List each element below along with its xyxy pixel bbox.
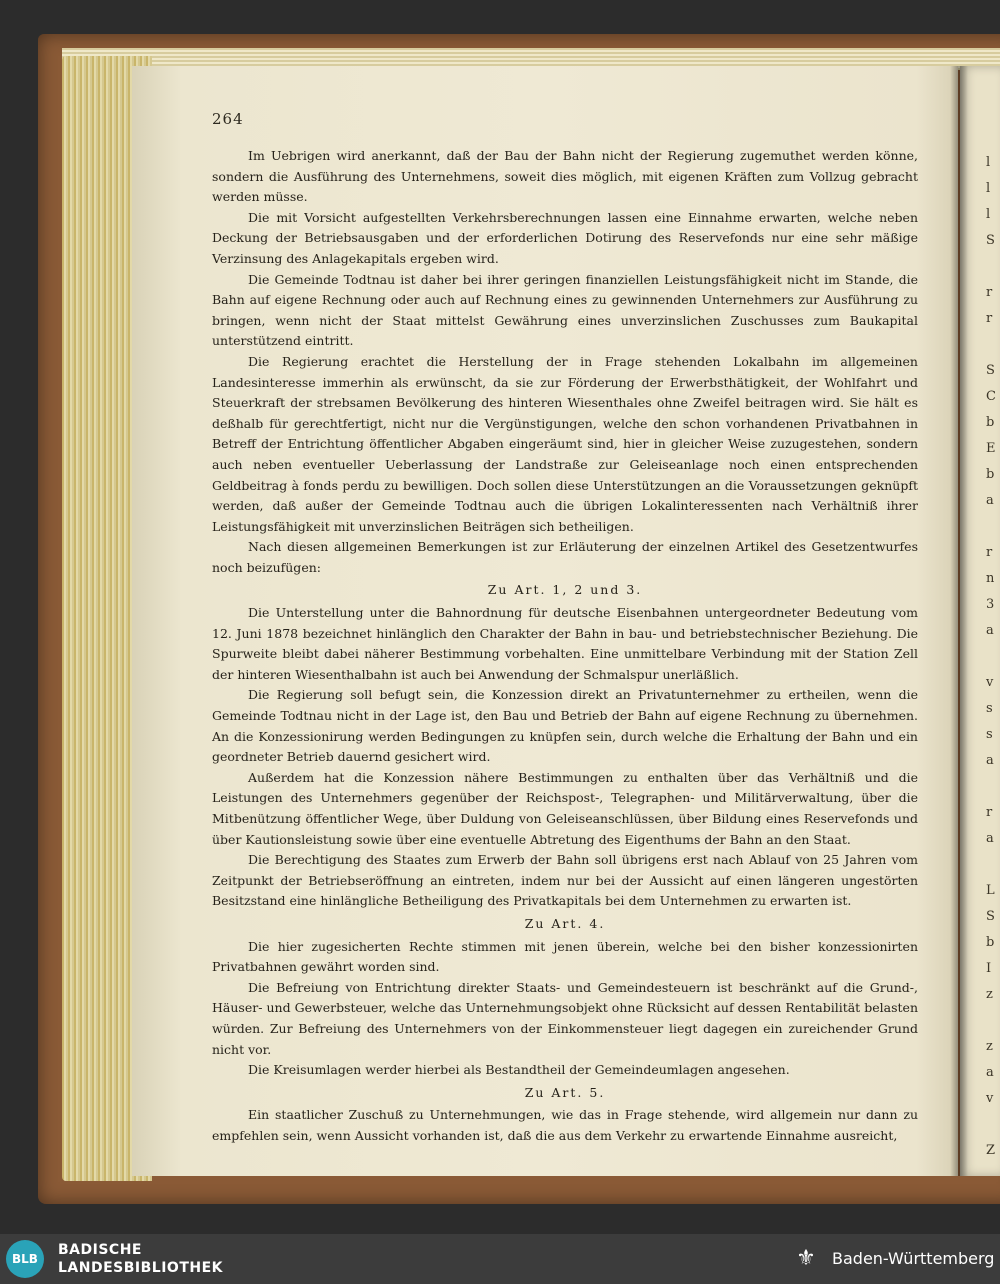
section-heading: Zu Art. 5.: [524, 1084, 606, 1100]
margin-letter: [986, 644, 1000, 670]
margin-letter: C: [986, 389, 996, 404]
paragraph: Die Regierung soll befugt sein, die Konzession direkt an Privatunternehmer zu ertheilen, wenn die Gemeinde Todtnau nicht in der Lage ist, den Bau und Betrieb der Bahn auf eigene Rechnung zu übernehmen. An die Konzessionirung werden Bedingungen zu knüpfen sein, durch welche die Erhaltung der Bahn und ein geordneter Betrieb dauernd gesichert wird.: [212, 687, 918, 765]
blb-name[interactable]: [58, 1241, 223, 1277]
margin-letter: 3: [986, 597, 995, 612]
margin-letter: r: [986, 805, 993, 820]
margin-letter: Z: [986, 1143, 996, 1158]
margin-letter: [986, 774, 1000, 800]
paragraph: Die hier zugesicherten Rechte stimmen mit jenen überein, welche bei den bisher konzessionirten Privatbahnen gewährt worden sind.: [212, 938, 918, 975]
margin-letter: [986, 254, 1000, 280]
margin-letter: [986, 514, 1000, 540]
coat-of-arms-icon: ⚜: [796, 1246, 816, 1271]
margin-letter: s: [986, 727, 993, 742]
paragraph: Die mit Vorsicht aufgestellten Verkehrsberechnungen lassen eine Einnahme erwarten, welche neben Deckung der Betriebsausgaben und der erforderlichen Dotirung des Reservefonds nur eine sehr mäßige Verzinsung des Anlagekapitals ergeben wird.: [212, 209, 918, 266]
margin-letter: s: [986, 701, 993, 716]
paragraph: Die Unterstellung unter die Bahnordnung für deutsche Eisenbahnen untergeordneter Bedeutung vom 12. Juni 1878 bezeichnet hinlänglich den Charakter der Bahn in bau- und betriebstechnischer Beziehung. Die Spurweite bleibt dabei näherer Bestimmung vorbehalten. Eine unmittelbare Verbindung mit der Station Zell der hinteren Wiesenthalbahn ist auch bei Anwendung der Schmalspur unerläßlich.: [212, 605, 918, 682]
margin-letter: E: [986, 441, 996, 456]
margin-letter: n: [986, 571, 995, 586]
margin-letter: v: [986, 675, 994, 690]
viewer-footer: [0, 1234, 1000, 1284]
margin-letter: z: [986, 1039, 993, 1054]
paragraph: Die Kreisumlagen werder hierbei als Bestandtheil der Gemeindeumlagen angesehen.: [248, 1062, 790, 1078]
margin-letter: b: [986, 415, 995, 430]
paragraph: Die Gemeinde Todtnau ist daher bei ihrer geringen finanziellen Leistungsfähigkeit nicht im Stande, die Bahn auf eigene Rechnung oder auch auf Rechnung eines zu gewinnenden Unternehmers zur Ausführung zu bringen, wenn nicht der Staat mittelst Gewährung eines unverzinslichen Zuschusses zum Baukapital unterstützend eintritt.: [212, 271, 918, 349]
margin-letter: a: [986, 831, 994, 846]
paragraph: Außerdem hat die Konzession nähere Bestimmungen zu enthalten über das Verhältniß und die Leistungen des Unternehmers gegenüber der Reichspost-, Telegraphen- und Militärverwaltung, über die Mitbenützung öffentlicher Wege, über Duldung von Geleiseanschlüssen, über Bildung eines Reservefonds und über Kautionsleistung sowie über eine eventuelle Abtretung des Eigenthums der Bahn an den Staat.: [212, 769, 918, 847]
blb-name-line1: BADISCHE: [58, 1242, 142, 1258]
margin-letter: [986, 852, 1000, 878]
page-number: 264: [212, 110, 244, 128]
margin-letter: a: [986, 623, 994, 638]
margin-letter: [986, 1008, 1000, 1034]
margin-letter: l: [986, 207, 991, 222]
paragraph: Die Regierung erachtet die Herstellung der in Frage stehenden Lokalbahn im allgemeinen Landesinteresse immerhin als erwünscht, da sie zur Förderung der Erwerbsthätigkeit, der Wohlfahrt und Steuerkraft der strebsamen Bevölkerung des hinteren Wiesenthales ohne Zweifel beitragen wird. Sie hält es deßhalb für gerechtfertigt, nicht nur die Vergünstigungen, welche den schon vorhandenen Privatbahnen in Betreff der Entrichtung öffentlicher Abgaben eingeräumt sind, hier in gleicher Weise zuzugestehen, sondern auch neben eventueller Ueberlassung der Landstraße zur Geleiseanlage noch einen entsprechenden Geldbeitrag à fonds perdu zu bewilligen. Doch sollen diese Unterstützungen an die Voraussetzungen geknüpft werden, daß außer der Gemeinde Todtnau auch die übrigen Lokalinteressenten nach Verhältniß ihrer Leistungsfähigkeit mit unverzinslichen Beiträgen sich betheiligen.: [212, 353, 918, 534]
paragraph: Im Uebrigen wird anerkannt, daß der Bau der Bahn nicht der Regierung zugemuthet werden könne, sondern die Ausführung des Unternehmens, soweit dies möglich, mit eigenen Kräften zum Vollzug gebracht werden müsse.: [212, 148, 918, 205]
blb-name-line2: LANDESBIBLIOTHEK: [58, 1260, 224, 1276]
paragraph: Ein staatlicher Zuschuß zu Unternehmungen, wie das in Frage stehende, wird allgemein nur dann zu empfehlen sein, wenn Aussicht vorhanden ist, daß die aus dem Verkehr zu erwartende Einnahme ausreicht,: [212, 1107, 918, 1143]
section-heading: Zu Art. 1, 2 und 3.: [487, 582, 643, 598]
section-heading: Zu Art. 4.: [524, 915, 606, 931]
margin-letter: r: [986, 285, 993, 300]
margin-letter: l: [986, 181, 991, 196]
margin-letter: b: [986, 935, 995, 950]
margin-letter: S: [986, 233, 995, 248]
margin-letter: L: [986, 883, 995, 898]
margin-letter: [986, 332, 1000, 358]
page-text: [212, 146, 918, 1147]
margin-letter: b: [986, 467, 995, 482]
blb-logo-icon[interactable]: BLB: [6, 1240, 44, 1278]
paragraph: Die Berechtigung des Staates zum Erwerb der Bahn soll übrigens erst nach Ablauf von 25 Jahren vom Zeitpunkt der Betriebseröffnung an eintreten, indem nur bei der Aussicht auf einen längeren ungestörten Besitzstand eine hinlängliche Betheiligung des Privatkapitals bei dem Unternehmen zu erwarten ist.: [212, 852, 918, 909]
margin-letter: l: [986, 155, 991, 170]
paragraph: Nach diesen allgemeinen Bemerkungen ist zur Erläuterung der einzelnen Artikel des Gesetzentwurfes noch beizufügen:: [212, 539, 918, 575]
margin-letter: v: [986, 1091, 994, 1106]
book-gutter: [950, 66, 968, 1176]
margin-letter: S: [986, 363, 995, 378]
bw-logo-text[interactable]: Baden-Württemberg: [832, 1249, 995, 1268]
margin-letter: S: [986, 909, 995, 924]
margin-letter: z: [986, 987, 993, 1002]
margin-letter: a: [986, 493, 994, 508]
paragraph: Die Befreiung von Entrichtung direkter Staats- und Gemeindesteuern ist beschränkt auf die Grund-, Häuser- und Gewerbsteuer, welche das Unternehmungsobjekt ohne Rücksicht auf dessen Rentabilität belasten würden. Zur Befreiung des Unternehmers von der Einkommensteuer liegt dagegen ein zureichender Grund nicht vor.: [212, 979, 918, 1057]
facing-page-letters: [986, 150, 1000, 1164]
margin-letter: I: [986, 961, 992, 976]
margin-letter: [986, 1112, 1000, 1138]
margin-letter: a: [986, 753, 994, 768]
margin-letter: a: [986, 1065, 994, 1080]
margin-letter: r: [986, 311, 993, 326]
margin-letter: r: [986, 545, 993, 560]
